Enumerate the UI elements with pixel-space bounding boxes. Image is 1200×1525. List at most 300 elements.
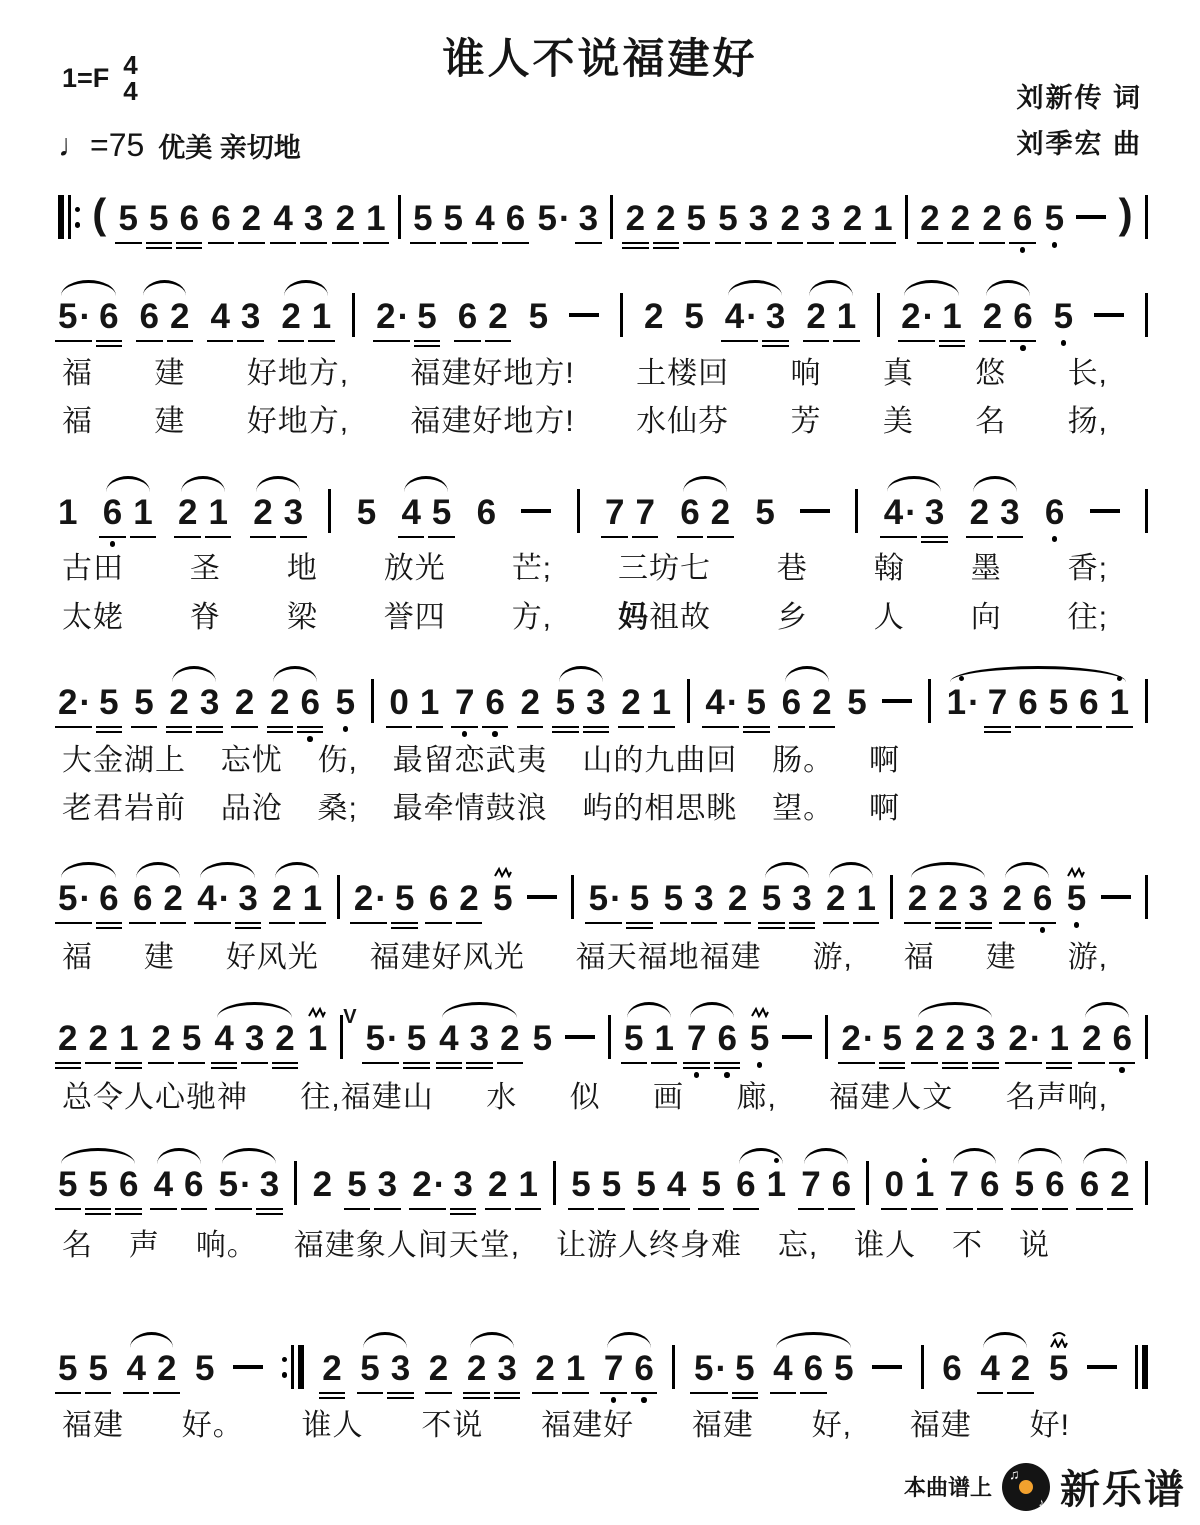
note-digit-row xyxy=(980,1165,999,1205)
note-digit: 1 xyxy=(766,1165,787,1204)
beam-line xyxy=(181,1208,207,1211)
note-digit: 6 xyxy=(1044,493,1065,532)
note-digit-row xyxy=(942,1349,961,1389)
beam-line xyxy=(215,1208,252,1211)
note xyxy=(1011,1332,1030,1406)
note xyxy=(458,280,477,354)
note-group xyxy=(58,1332,108,1406)
note xyxy=(556,666,575,740)
note-digit-row xyxy=(950,1165,969,1205)
duration-dash xyxy=(1076,215,1106,219)
note-digit-row xyxy=(260,1165,279,1205)
note-digit-row xyxy=(99,297,118,337)
note-digit-row xyxy=(1013,297,1032,337)
note-digit-row xyxy=(429,1349,448,1389)
beam-line xyxy=(651,1062,677,1065)
note xyxy=(241,280,260,354)
lyric-chunk: 好, xyxy=(811,1409,853,1442)
note-digit: 5 xyxy=(693,1349,714,1388)
note-digit-row xyxy=(1054,297,1073,337)
note-digit-row xyxy=(488,297,507,337)
note xyxy=(915,1148,934,1222)
note-digit-row xyxy=(238,879,257,919)
note-digit: 5 xyxy=(1053,297,1074,336)
note xyxy=(680,476,699,550)
beam-line xyxy=(828,1208,854,1211)
note-digit-row xyxy=(99,879,118,919)
note-digit: 2 xyxy=(88,1019,108,1058)
note-digit-row xyxy=(946,683,980,723)
beam-line xyxy=(800,1392,826,1395)
note-digit-row xyxy=(925,493,944,533)
note xyxy=(630,862,649,936)
lyric-chunk: 谁人 xyxy=(301,1409,364,1442)
note-digit: 4 xyxy=(724,297,745,336)
beam-line xyxy=(373,340,410,343)
note-digit-row xyxy=(140,297,159,337)
note-group xyxy=(347,1148,397,1222)
note-digit-row xyxy=(806,297,825,337)
note-digit: 1 xyxy=(1109,683,1130,722)
note-digit: 2 xyxy=(812,683,832,722)
duration-dash xyxy=(1094,313,1124,317)
final-barline xyxy=(1135,1345,1148,1389)
note-beam-area xyxy=(149,239,168,256)
note-digit: 3 xyxy=(199,683,220,722)
note-group xyxy=(982,182,1032,256)
note xyxy=(950,1148,969,1222)
note-digit: 1 xyxy=(654,1019,674,1058)
note-digit-row xyxy=(588,879,622,919)
beam-line xyxy=(196,726,222,729)
note-group xyxy=(389,666,439,740)
lyric-chunk: 福建象人间天堂, xyxy=(293,1229,521,1262)
duration-dash xyxy=(800,509,830,513)
barline xyxy=(294,1161,297,1205)
note xyxy=(656,182,675,256)
note-digit: 5 xyxy=(195,1349,215,1388)
note-group xyxy=(529,280,548,354)
lyric-chunk: 长, xyxy=(1067,357,1108,390)
note-digit: 7 xyxy=(454,683,475,722)
lyric-chunk: 建 xyxy=(143,941,175,974)
note-digit: 4 xyxy=(197,879,217,918)
beam-line xyxy=(517,726,543,729)
beam-line xyxy=(979,242,1005,245)
note-digit: 4 xyxy=(210,297,230,336)
lyric-chunk: 福建好地方! xyxy=(410,357,575,390)
music-note-icon: ♫ xyxy=(1009,1465,1020,1482)
note-digit-row xyxy=(475,199,494,239)
time-signature: 4 4 xyxy=(123,50,138,106)
note xyxy=(621,666,640,740)
note xyxy=(238,862,257,936)
slur-group xyxy=(556,666,606,740)
note-digit-row xyxy=(847,683,866,723)
beam-line xyxy=(778,726,804,729)
note-group xyxy=(537,182,598,256)
note-digit: 5 xyxy=(347,1165,367,1204)
note xyxy=(588,862,622,936)
note-group xyxy=(211,182,261,256)
note-digit: 5 xyxy=(58,1349,78,1388)
note-digit: 2 xyxy=(156,1349,177,1388)
note-digit: 1 xyxy=(856,879,876,918)
note xyxy=(535,1332,554,1406)
note-digit-row xyxy=(149,199,168,239)
note-digit: 5 xyxy=(181,1019,202,1058)
lyric-chunk: 扬, xyxy=(1067,405,1108,438)
beam-line xyxy=(939,340,965,343)
note-beam-area xyxy=(951,239,970,256)
note xyxy=(626,182,645,256)
note-digit: 2 xyxy=(177,493,198,532)
slur-group xyxy=(439,1002,519,1076)
beam-line xyxy=(1076,726,1102,729)
note-digit: 4 xyxy=(401,493,421,532)
beam-line xyxy=(743,726,769,729)
note xyxy=(980,1148,999,1222)
note xyxy=(571,1148,590,1222)
note-group xyxy=(488,1148,538,1222)
octave-dot-below xyxy=(1061,340,1067,346)
note-digit-row xyxy=(378,1165,397,1205)
note-digit: 3 xyxy=(453,1165,473,1204)
note-digit-row xyxy=(883,1019,902,1059)
note-digit: 3 xyxy=(283,493,304,532)
barline xyxy=(337,875,340,919)
note xyxy=(200,666,219,740)
note xyxy=(834,1332,853,1406)
note-digit: 5 xyxy=(99,683,119,722)
beam-line xyxy=(622,247,648,250)
note-digit: 5 xyxy=(365,1019,386,1058)
note-digit: 1 xyxy=(651,683,672,722)
note-digit-row xyxy=(701,1165,720,1205)
note-digit-row xyxy=(184,1165,203,1205)
note xyxy=(980,1332,999,1406)
note xyxy=(655,1002,674,1076)
note-digit: 5 xyxy=(417,297,437,336)
note-digit-row xyxy=(945,1019,964,1059)
note xyxy=(1079,666,1098,740)
note-digit: 5 xyxy=(571,1165,591,1204)
beam-line xyxy=(96,731,122,734)
note xyxy=(728,862,747,936)
note-group xyxy=(841,1002,902,1076)
note-group xyxy=(1045,476,1064,550)
note-digit-row xyxy=(119,1165,138,1205)
beam-line xyxy=(176,242,202,245)
augmentation-dot: · xyxy=(397,297,410,336)
note-ornament-area xyxy=(1117,666,1123,683)
note-group xyxy=(475,182,525,256)
lyric-chunk: 福 xyxy=(903,941,935,974)
note xyxy=(806,280,825,354)
note-digit-row xyxy=(680,493,699,533)
barline xyxy=(328,489,331,533)
note xyxy=(360,1332,379,1406)
lyric-chunk: 肠。 xyxy=(772,744,835,777)
note-digit-row xyxy=(312,297,331,337)
note-digit-row xyxy=(843,199,862,239)
note xyxy=(459,862,478,936)
beam-line xyxy=(451,726,477,729)
note-digit: 6 xyxy=(1013,297,1033,336)
beam-line xyxy=(1011,1208,1037,1211)
lyric-chunk: 福建好风光 xyxy=(369,941,525,974)
beam-line xyxy=(174,536,200,539)
note-digit: 1 xyxy=(366,199,386,238)
lyric-chunk: 墨 xyxy=(970,552,1002,585)
note-digit-row xyxy=(1002,879,1021,919)
slur-group xyxy=(624,1002,674,1076)
beam-line xyxy=(583,726,609,729)
note-digit-row xyxy=(488,1165,507,1205)
note-digit-row xyxy=(630,879,649,919)
note-digit-row xyxy=(169,683,188,723)
note xyxy=(811,182,830,256)
note-digit: 6 xyxy=(736,1165,756,1204)
note-digit-row xyxy=(767,1165,786,1205)
note-digit: 6 xyxy=(980,1165,1000,1204)
beam-line xyxy=(631,1392,657,1395)
beam-line xyxy=(485,1208,511,1211)
note-digit: 6 xyxy=(457,297,478,336)
note xyxy=(717,1002,736,1076)
barline xyxy=(577,489,580,533)
note xyxy=(735,1332,754,1406)
slur-group xyxy=(915,1002,995,1076)
note-digit-row xyxy=(635,493,654,533)
note-group xyxy=(58,666,119,740)
note xyxy=(586,666,605,740)
note-digit-row xyxy=(920,199,939,239)
note xyxy=(417,280,436,354)
note-digit: 5 xyxy=(1048,683,1069,722)
note-digit-row xyxy=(873,199,892,239)
note xyxy=(140,280,159,354)
lyric-chunk: 游, xyxy=(812,941,853,974)
note xyxy=(634,1332,653,1406)
note-digit-row xyxy=(942,297,961,337)
note-digit: 2 xyxy=(353,879,374,918)
note-digit: 2 xyxy=(842,199,863,238)
duration-dash xyxy=(1101,895,1131,899)
key-signature xyxy=(62,52,138,104)
beam-line xyxy=(552,726,578,729)
octave-dot-below xyxy=(343,726,349,732)
note-digit: 6 xyxy=(1045,1165,1065,1204)
lyric-chunk: 芳 xyxy=(790,405,822,438)
barline xyxy=(855,489,858,533)
note-digit: 1 xyxy=(307,1019,328,1058)
note-digit-row xyxy=(273,199,292,239)
note-digit: 6 xyxy=(184,1165,204,1204)
lyric-chunk: 誉四 xyxy=(383,601,446,634)
note-digit: 3 xyxy=(748,199,769,238)
beam-line xyxy=(999,922,1025,925)
note xyxy=(493,862,512,936)
note-digit-row xyxy=(1045,493,1064,533)
augmentation-dot: · xyxy=(433,1165,446,1204)
note-digit: 4 xyxy=(273,199,293,238)
augmentation-dot: · xyxy=(726,683,739,722)
note xyxy=(1000,476,1019,550)
note-digit-row xyxy=(389,683,408,723)
note-digit: 3 xyxy=(259,1165,280,1204)
note-group xyxy=(694,1332,755,1406)
note-beam-area xyxy=(537,239,567,256)
note xyxy=(407,1002,426,1076)
beam-line xyxy=(904,922,930,925)
note xyxy=(942,280,961,354)
beam-line xyxy=(972,1067,998,1070)
note xyxy=(210,280,229,354)
note-digit: 5 xyxy=(218,1165,239,1204)
beam-line xyxy=(146,242,172,245)
note-digit-row xyxy=(766,297,785,337)
note-digit: 2 xyxy=(335,199,356,238)
note-digit: 1 xyxy=(133,493,153,532)
note xyxy=(762,862,781,936)
note-group xyxy=(357,476,376,550)
note-digit-row xyxy=(376,297,410,337)
beam-line xyxy=(1010,340,1036,343)
note xyxy=(281,280,300,354)
note-digit: 3 xyxy=(694,879,714,918)
beam-line xyxy=(789,927,815,930)
lyric-chunk: 往,福建山 xyxy=(300,1081,434,1114)
note-digit-row xyxy=(857,879,876,919)
note-digit: 2 xyxy=(459,879,479,918)
note xyxy=(211,182,230,256)
note-ornament-area xyxy=(774,1148,780,1165)
beam-line xyxy=(391,927,417,930)
repeat-dots xyxy=(75,207,81,228)
beam-line xyxy=(935,922,961,925)
note-group xyxy=(571,1148,621,1222)
beam-line xyxy=(562,1392,588,1395)
note-digit-row xyxy=(500,1019,519,1059)
music-line-7 xyxy=(0,1332,1200,1406)
note-digit-row xyxy=(782,683,801,723)
note-digit-row xyxy=(439,1019,458,1059)
vinyl-record-icon xyxy=(1002,1463,1050,1511)
beam-line xyxy=(256,1213,282,1216)
beam-line xyxy=(450,1213,476,1216)
note-digit-row xyxy=(163,879,182,919)
note xyxy=(579,182,598,256)
note-digit-row xyxy=(88,1349,107,1389)
beam-line xyxy=(436,1067,462,1070)
note-digit-row xyxy=(485,683,504,723)
note xyxy=(945,1002,964,1076)
note xyxy=(1018,666,1037,740)
beam-line xyxy=(626,922,652,925)
note xyxy=(826,862,845,936)
note-group xyxy=(728,862,747,936)
note xyxy=(214,1002,233,1076)
note xyxy=(58,476,77,550)
note-digit: 5 xyxy=(636,1165,656,1204)
note-beam-area xyxy=(718,239,737,256)
beam-line xyxy=(278,340,304,343)
note-digit-row xyxy=(1013,199,1032,239)
note xyxy=(357,476,376,550)
lyric-chunk: 圣 xyxy=(189,552,221,585)
barline xyxy=(866,1161,869,1205)
note-digit-row xyxy=(1049,683,1068,723)
note xyxy=(747,666,766,740)
lyrics-row xyxy=(0,348,1200,392)
note-beam-area xyxy=(687,239,706,256)
octave-dot-below xyxy=(1074,922,1080,928)
note-digit-row xyxy=(58,1019,77,1059)
note xyxy=(500,1002,519,1076)
breath-mark: V xyxy=(343,1006,357,1028)
note-digit-row xyxy=(272,879,291,919)
beam-line xyxy=(410,242,436,245)
beam-line xyxy=(653,247,679,250)
note-digit: 5 xyxy=(588,879,609,918)
note-digit: 5 xyxy=(528,297,549,336)
note-digit: 5 xyxy=(882,1019,902,1058)
note-beam-area xyxy=(366,239,385,256)
augmentation-dot: · xyxy=(1029,1019,1042,1058)
beam-line xyxy=(1005,1062,1042,1065)
note-digit: 3 xyxy=(810,199,831,238)
barline xyxy=(825,1015,828,1059)
note-digit-row xyxy=(322,1349,341,1389)
augmentation-dot: · xyxy=(862,1019,875,1058)
note-digit: 4 xyxy=(666,1165,687,1204)
slur-group xyxy=(1015,1148,1065,1222)
music-line-intro xyxy=(0,182,1200,256)
note xyxy=(88,1332,107,1406)
beam-line xyxy=(1015,726,1041,729)
augmentation-dot: · xyxy=(715,1349,728,1388)
note-group xyxy=(376,280,437,354)
note-group xyxy=(366,1002,427,1076)
beam-line xyxy=(166,726,192,729)
note-group xyxy=(847,666,866,740)
note-digit-row xyxy=(211,199,230,239)
note-group xyxy=(429,1332,448,1406)
beam-line xyxy=(178,1062,204,1065)
lyric-chunk: 太姥 xyxy=(62,601,124,634)
note xyxy=(303,862,322,936)
note xyxy=(694,862,713,936)
note-digit-row xyxy=(1011,1349,1030,1389)
note-digit: 4 xyxy=(773,1349,793,1388)
note-digit: 6 xyxy=(1079,1165,1100,1204)
watermark-text: 本曲谱上 xyxy=(903,1475,992,1500)
note xyxy=(208,476,227,550)
note-digit-row xyxy=(735,1349,754,1389)
lyrics-row xyxy=(0,783,1200,827)
note-group xyxy=(684,280,703,354)
note xyxy=(336,666,355,740)
music-line-6 xyxy=(0,1148,1200,1222)
note xyxy=(365,1002,399,1076)
watermark xyxy=(904,1458,1186,1515)
beam-line xyxy=(743,731,769,734)
lyric-chunk: 福 xyxy=(62,941,93,974)
note-ornament-area xyxy=(751,1002,769,1019)
note-digit-row xyxy=(275,1019,294,1059)
note-digit-row xyxy=(982,199,1001,239)
